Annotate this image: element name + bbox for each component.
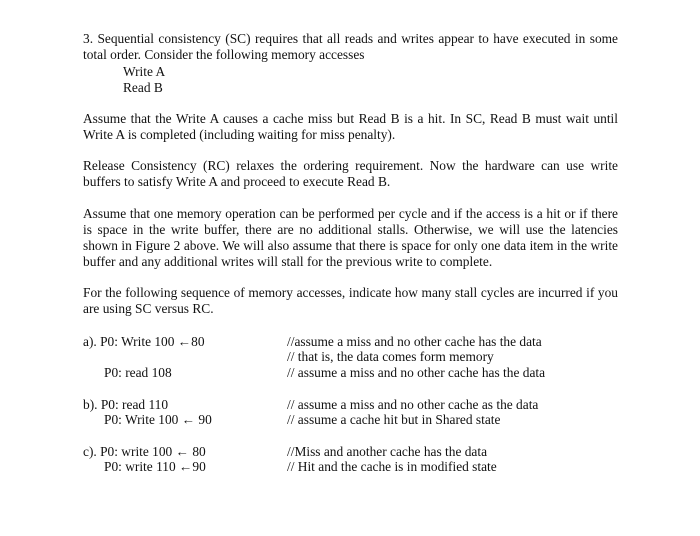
question-intro: 3. Sequential consistency (SC) requires that all reads and writes appear to have executed in some total order. Consider the following memory accesses (83, 31, 618, 62)
part-b-op1: b). P0: read 110 (83, 397, 169, 412)
part-b-comment1: // assume a miss and no other cache as the data (287, 397, 539, 412)
part-b-comment2: // assume a cache hit but in Shared state (287, 412, 501, 427)
assumption-paragraph: Assume that one memory operation can be performed per cycle and if the access is a hit or if there is space in the write buffer, there are no additional stalls. Otherwise, we will use the latencies shown in Figure 2 above. We will also assume that there is space for only one data item in the write buffer and any additional writes will stall for the previous write to complete. (83, 206, 618, 269)
part-a-comment1a: //assume a miss and no other cache has the data (287, 334, 542, 349)
task-paragraph: For the following sequence of memory accesses, indicate how many stall cycles are incurred if you are using SC versus RC. (83, 285, 618, 316)
part-a-op2: P0: read 108 (104, 365, 172, 380)
access-read-b: Read B (123, 80, 163, 95)
part-a-comment1b: // that is, the data comes form memory (287, 349, 494, 364)
part-a-op1: a). P0: Write 100 ←80 (83, 334, 205, 349)
part-b-op2: P0: Write 100 ← 90 (104, 412, 212, 427)
part-c-comment2: // Hit and the cache is in modified state (287, 459, 497, 474)
sc-paragraph: Assume that the Write A causes a cache miss but Read B is a hit. In SC, Read B must wait until Write A is completed (including waiting for miss penalty). (83, 111, 618, 142)
part-c-comment1: //Miss and another cache has the data (287, 444, 488, 459)
part-c-op1: c). P0: write 100 ← 80 (83, 444, 206, 459)
access-write-a: Write A (123, 64, 166, 79)
part-c-op2: P0: write 110 ←90 (104, 459, 206, 474)
part-a-comment2: // assume a miss and no other cache has the data (287, 365, 546, 380)
rc-paragraph: Release Consistency (RC) relaxes the ordering requirement. Now the hardware can use write buffers to satisfy Write A and proceed to execute Read B. (83, 158, 618, 189)
